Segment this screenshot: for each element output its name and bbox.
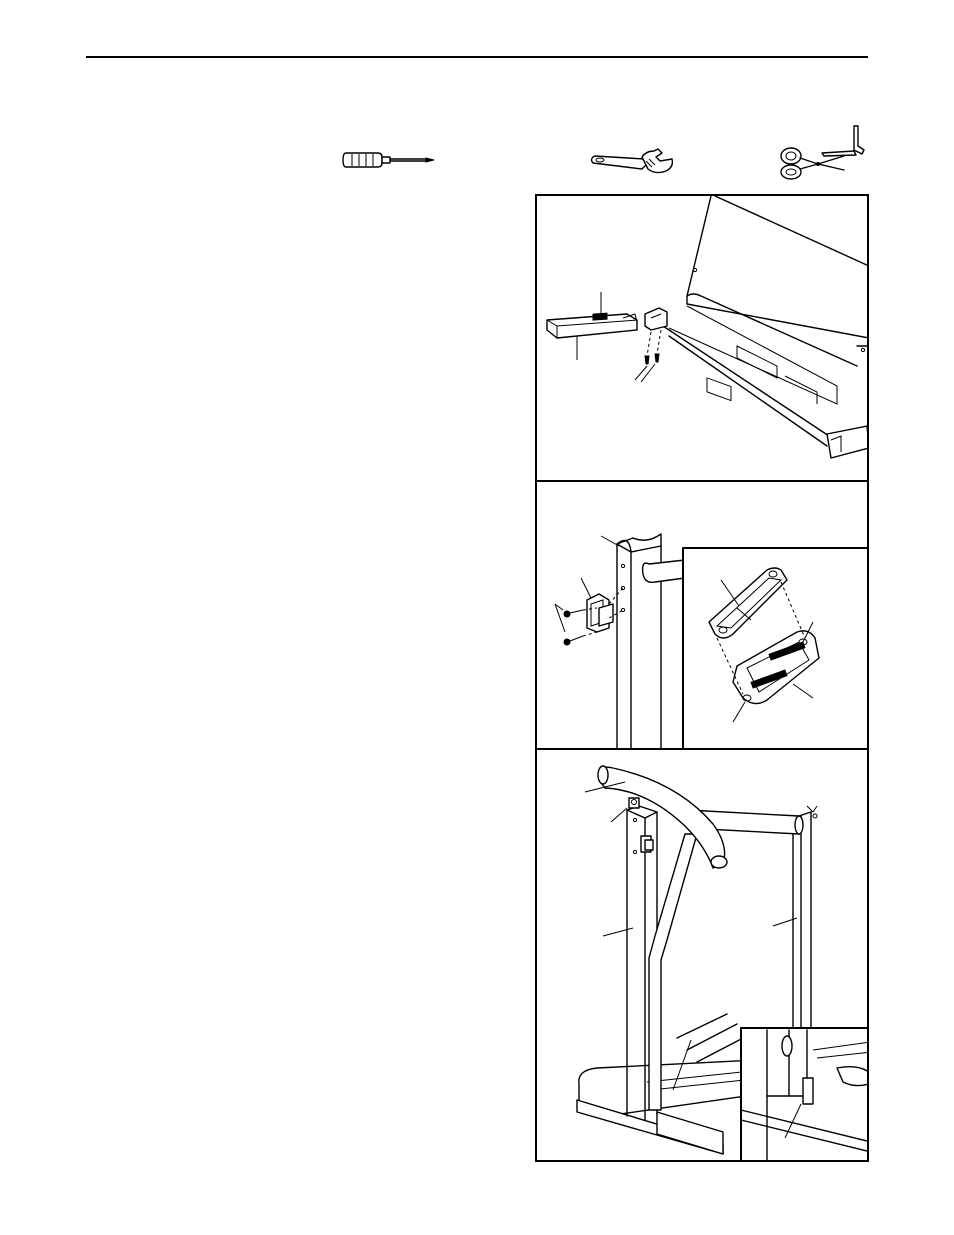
adjustable-wrench-icon [588, 147, 676, 177]
header-rule [86, 56, 868, 58]
phillips-screwdriver-icon [342, 148, 438, 172]
upright-clip-illustration [537, 482, 869, 750]
panel-handrail [535, 748, 869, 1162]
scissors-and-allen-wrench-icon [778, 124, 868, 180]
panel-base-extension [535, 194, 869, 482]
panel-upright-clip [535, 480, 869, 750]
base-extension-illustration [537, 196, 869, 482]
handrail-illustration [537, 750, 869, 1162]
